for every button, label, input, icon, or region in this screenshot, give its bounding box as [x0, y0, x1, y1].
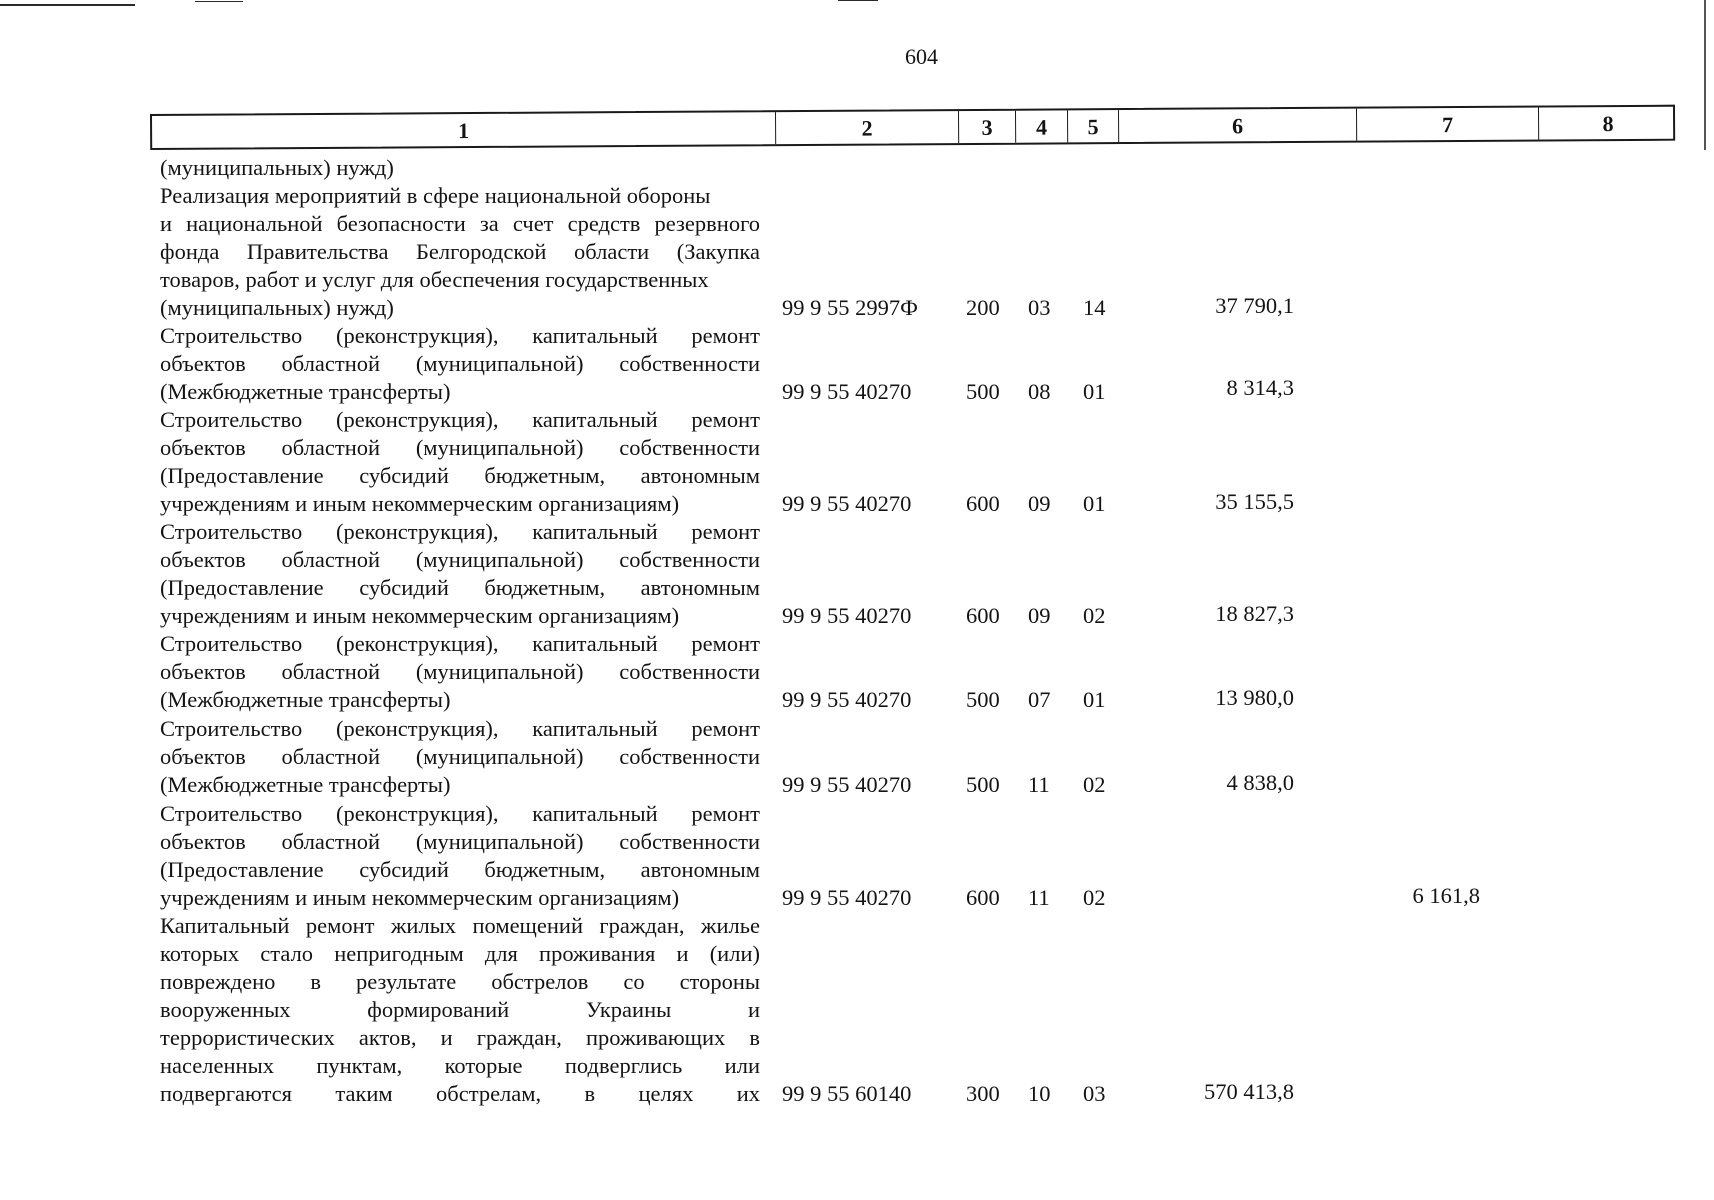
- description-line: учреждениям и иным некоммерческим организациям): [160, 885, 680, 910]
- amount-col6: 570 413,8: [1204, 1079, 1294, 1104]
- expense-type: 600: [966, 885, 1000, 910]
- row-description: [160, 800, 760, 912]
- description-line: (Межбюджетные трансферты): [160, 687, 451, 712]
- expense-type: 600: [966, 491, 1000, 516]
- description-line: населенных пунктам, которые подверглись или: [160, 1053, 760, 1078]
- row-description: [160, 518, 760, 630]
- row-description: [160, 912, 760, 1108]
- section-code: 09: [1028, 603, 1051, 628]
- description-line: объектов областной (муниципальной) собственности: [160, 659, 760, 684]
- description-line: Реализация мероприятий в сфере национальной обороны: [160, 183, 711, 208]
- description-line: (Межбюджетные трансферты): [160, 772, 451, 797]
- subsection-code: 01: [1083, 379, 1106, 404]
- amount-col6: 35 155,5: [1215, 489, 1294, 514]
- section-code: 09: [1028, 491, 1051, 516]
- budget-code: 99 9 55 40270: [782, 379, 912, 404]
- expense-type: 500: [966, 772, 1000, 797]
- page-number: 604: [905, 44, 938, 69]
- subsection-code: 01: [1083, 491, 1106, 516]
- description-line: (Предоставление субсидий бюджетным, автономным: [160, 857, 760, 882]
- section-code: 11: [1028, 885, 1050, 910]
- subsection-code: 14: [1083, 295, 1106, 320]
- row-description: [160, 406, 760, 518]
- description-line: учреждениям и иным некоммерческим организациям): [160, 603, 680, 628]
- expense-type: 600: [966, 603, 1000, 628]
- description-line: (муниципальных) нужд): [160, 295, 394, 320]
- description-line: вооруженных формирований Украины и: [160, 997, 760, 1022]
- budget-code: 99 9 55 40270: [782, 772, 912, 797]
- description-line: Строительство (реконструкция), капитальный ремонт: [160, 519, 760, 544]
- subsection-code: 02: [1083, 603, 1106, 628]
- column-header: 6: [1119, 109, 1357, 142]
- budget-code: 99 9 55 40270: [782, 885, 912, 910]
- description-line: (Межбюджетные трансферты): [160, 379, 451, 404]
- column-header: 7: [1357, 108, 1539, 141]
- description-line: Строительство (реконструкция), капитальный ремонт: [160, 801, 760, 826]
- expense-type: 200: [966, 295, 1000, 320]
- amount-col6: 4 838,0: [1226, 770, 1294, 795]
- description-line: Строительство (реконструкция), капитальный ремонт: [160, 407, 760, 432]
- budget-code: 99 9 55 40270: [782, 491, 912, 516]
- description-line: которых стало непригодным для проживания и (или): [160, 941, 760, 966]
- row-description: [160, 322, 760, 406]
- description-line: и национальной безопасности за счет средств резервного: [160, 211, 760, 236]
- budget-code: 99 9 55 40270: [782, 687, 912, 712]
- section-code: 11: [1028, 772, 1050, 797]
- row-description: [160, 630, 760, 714]
- budget-code: 99 9 55 2997Ф: [782, 295, 918, 320]
- column-header: 3: [959, 111, 1016, 143]
- section-code: 08: [1028, 379, 1051, 404]
- subsection-code: 03: [1083, 1081, 1106, 1106]
- subsection-code: 02: [1083, 772, 1106, 797]
- description-line: объектов областной (муниципальной) собственности: [160, 435, 760, 460]
- column-header: 5: [1068, 110, 1119, 142]
- row-description: [160, 182, 760, 322]
- budget-code: 99 9 55 40270: [782, 603, 912, 628]
- expense-type: 500: [966, 379, 1000, 404]
- description-line: объектов областной (муниципальной) собственности: [160, 744, 760, 769]
- description-line: повреждено в результате обстрелов со стороны: [160, 969, 760, 994]
- subsection-code: 02: [1083, 885, 1106, 910]
- description-line: объектов областной (муниципальной) собственности: [160, 829, 760, 854]
- description-line: (муниципальных) нужд): [160, 155, 394, 180]
- budget-code: 99 9 55 60140: [782, 1081, 912, 1106]
- description-line: Строительство (реконструкция), капитальный ремонт: [160, 716, 760, 741]
- amount-col6: 13 980,0: [1215, 685, 1294, 710]
- section-code: 07: [1028, 687, 1051, 712]
- description-line: объектов областной (муниципальной) собственности: [160, 351, 760, 376]
- row-description: [160, 715, 760, 799]
- description-line: фонда Правительства Белгородской области (Закупка: [160, 239, 760, 264]
- amount-col6: 18 827,3: [1215, 601, 1294, 626]
- description-line: (Предоставление субсидий бюджетным, автономным: [160, 463, 760, 488]
- description-line: террористических актов, и граждан, проживающих в: [160, 1025, 760, 1050]
- description-line: объектов областной (муниципальной) собственности: [160, 547, 760, 572]
- column-header: 4: [1016, 110, 1068, 142]
- amount-col6: 8 314,3: [1226, 375, 1294, 400]
- row-description: [160, 154, 760, 182]
- subsection-code: 01: [1083, 687, 1106, 712]
- description-line: подвергаются таким обстрелам, в целях их: [160, 1081, 760, 1106]
- column-header: 1: [152, 112, 776, 148]
- amount-col6: 37 790,1: [1215, 293, 1294, 318]
- description-line: учреждениям и иным некоммерческим организациям): [160, 491, 680, 516]
- expense-type: 500: [966, 687, 1000, 712]
- description-line: (Предоставление субсидий бюджетным, автономным: [160, 575, 760, 600]
- description-line: Строительство (реконструкция), капитальный ремонт: [160, 323, 760, 348]
- section-code: 10: [1028, 1081, 1051, 1106]
- amount-col7: 6 161,8: [1412, 883, 1480, 908]
- column-header: 2: [776, 111, 959, 144]
- description-line: Капитальный ремонт жилых помещений граждан, жилье: [160, 913, 760, 938]
- description-line: товаров, работ и услуг для обеспечения государственных: [160, 267, 709, 292]
- description-line: Строительство (реконструкция), капитальный ремонт: [160, 631, 760, 656]
- expense-type: 300: [966, 1081, 1000, 1106]
- section-code: 03: [1028, 295, 1051, 320]
- column-header: 8: [1602, 111, 1614, 137]
